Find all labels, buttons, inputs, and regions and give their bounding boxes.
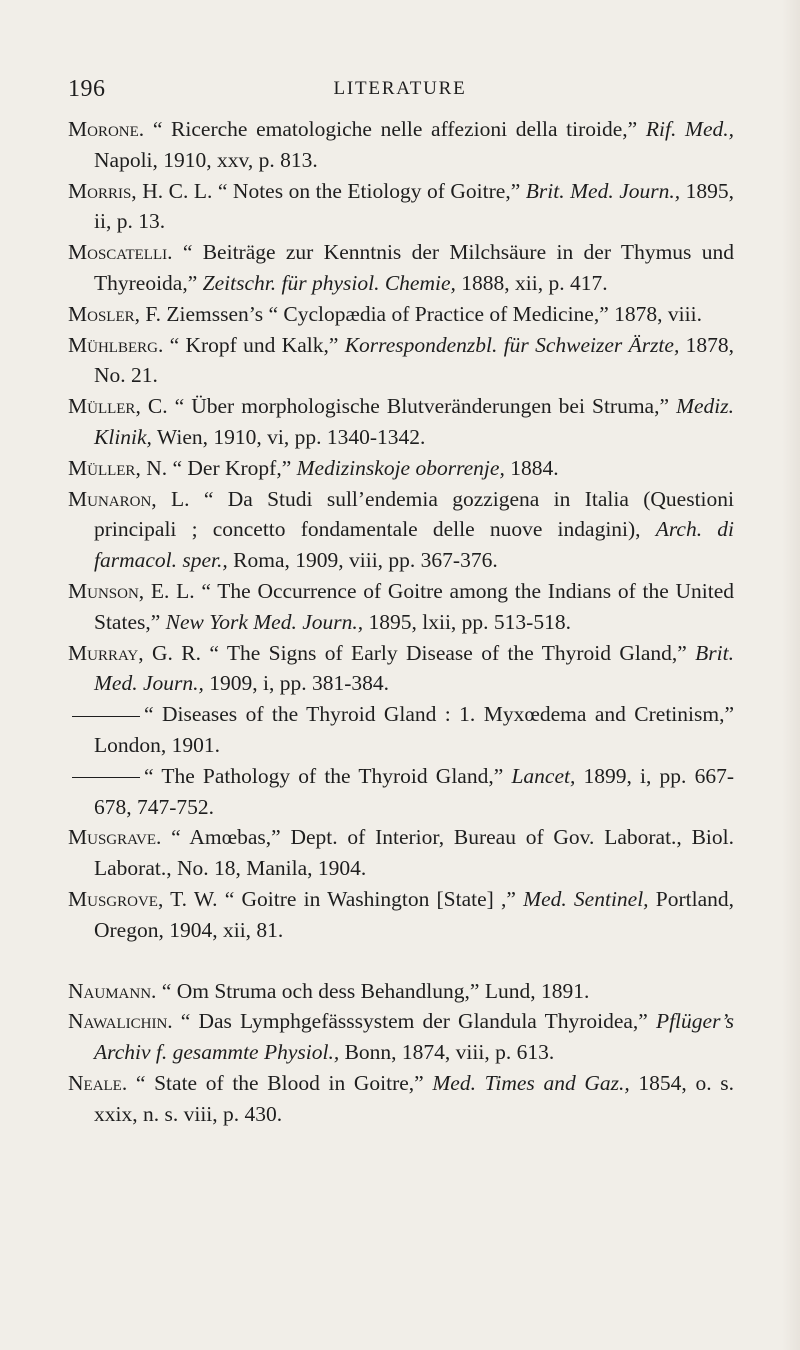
entry-title: “ The Signs of Early Disease of the Thyroid Gland,”: [200, 640, 696, 665]
entry-title: “ Om Struma och dess Behandlung,” Lund, 1891.: [156, 978, 590, 1003]
bibliography-list: [68, 114, 734, 1130]
entry-details: 1895, lxii, pp. 513-518.: [363, 609, 571, 634]
entry-title: “ Kropf und Kalk,”: [163, 332, 345, 357]
entry-author: Morone.: [68, 117, 145, 141]
entry-author: Musgrave.: [68, 825, 162, 850]
ditto-dash: [72, 777, 140, 778]
bibliography-entry: [68, 1006, 734, 1068]
entry-author: Mühlberg.: [68, 332, 164, 357]
bibliography-entry: [68, 299, 734, 330]
bibliography-entry: [68, 484, 734, 576]
entry-author: Morris, H. C. L.: [68, 178, 213, 203]
entry-journal: Rif. Med.,: [645, 117, 734, 141]
bibliography-entry: [68, 822, 734, 884]
entry-author: Nawalichin.: [68, 1009, 173, 1034]
entry-title: “ State of the Blood in Goitre,”: [127, 1070, 433, 1095]
entry-details: 1878, No. 21.: [94, 332, 735, 388]
bibliography-entry: [68, 576, 734, 638]
entry-journal: Mediz. Klinik,: [94, 394, 734, 449]
page-number: 196: [68, 76, 106, 102]
entry-title: “ Amœbas,” Dept. of Interior, Bureau of Gov. Laborat., Biol. Laborat., No. 18, Manila, 1904.: [94, 825, 734, 881]
bibliography-entry: [68, 761, 734, 823]
entry-details: Bonn, 1874, viii, p. 613.: [339, 1040, 555, 1065]
entry-details: Roma, 1909, viii, pp. 367-376.: [227, 548, 498, 573]
entry-title: “ Diseases of the Thyroid Gland : 1. Myxœdema and Cretinism,” London, 1901.: [94, 702, 734, 757]
bibliography-entry: [68, 976, 734, 1007]
entry-journal: Brit. Med. Journ.,: [94, 640, 734, 696]
entry-details: Wien, 1910, vi, pp. 1340-1342.: [151, 424, 426, 449]
bibliography-entry: [68, 453, 734, 484]
bibliography-entry: [68, 884, 734, 946]
entry-details: Napoli, 1910, xxv, p. 813.: [94, 147, 318, 172]
bibliography-entry: [68, 1068, 734, 1130]
bibliography-entry: [68, 699, 734, 761]
entry-details: 1854, o. s. xxix, n. s. viii, p. 430.: [94, 1070, 734, 1126]
entry-title: “ Beiträge zur Kenntnis der Milchsäure in der Thymus und Thyreoida,”: [94, 240, 734, 295]
entry-details: 1899, i, pp. 667-678, 747-752.: [94, 763, 734, 819]
entry-title: “ Ricerche ematologiche nelle affezioni della tiroide,”: [144, 117, 646, 141]
entry-title: “ Notes on the Etiology of Goitre,”: [212, 178, 526, 203]
entry-author: Mosler, F.: [68, 301, 161, 326]
entry-author: Moscatelli.: [68, 240, 173, 265]
entry-details: Portland, Oregon, 1904, xii, 81.: [94, 886, 734, 942]
entry-author: Neale.: [68, 1070, 128, 1095]
entry-title: “ Goitre in Washington [State] ,”: [217, 886, 524, 911]
bibliography-entry: [68, 391, 734, 453]
entry-title: “ Über morphologische Blutveränderungen bei Struma,”: [167, 394, 677, 419]
ditto-dash: [72, 716, 140, 717]
running-title: LITERATURE: [333, 78, 467, 99]
bibliography-entry: [68, 638, 734, 700]
bibliography-entry: [68, 237, 734, 299]
entry-author: Musgrove, T. W.: [68, 886, 218, 911]
entry-title: “ Der Kropf,”: [167, 455, 297, 480]
bibliography-entry: [68, 176, 734, 238]
bibliography-entry: [68, 114, 734, 176]
entry-title: “ Da Studi sull’endemia gozzigena in Italia (Questioni principali ; concetto fondamentale delle nuove indagini),: [94, 486, 734, 542]
entry-author: Munaron, L.: [68, 486, 190, 511]
entry-journal: Lancet,: [511, 763, 576, 788]
bibliography-entry: [68, 330, 734, 392]
entry-title: “ Das Lymphgefässsystem der Glandula Thyroidea,”: [172, 1009, 656, 1034]
entry-author: Naumann.: [68, 978, 157, 1003]
entry-title: “ The Occurrence of Goitre among the Indians of the United States,”: [94, 578, 734, 634]
entry-journal: Korrespondenzbl. für Schweizer Ärzte,: [344, 332, 680, 357]
entry-journal: Pflüger’s Archiv f. gesammte Physiol.,: [94, 1009, 734, 1065]
entry-journal: Med. Times and Gaz.,: [432, 1070, 630, 1095]
entry-journal: Arch. di farmacol. sper.,: [94, 517, 735, 573]
entry-journal: Zeitschr. für physiol. Chemie,: [202, 270, 456, 295]
entry-journal: Medizinskoje oborrenje,: [296, 455, 505, 480]
entry-journal: New York Med. Journ.,: [165, 609, 364, 634]
page-header: [68, 76, 732, 106]
entry-details: 1888, xii, p. 417.: [455, 270, 608, 295]
entry-journal: Med. Sentinel,: [523, 886, 649, 911]
entry-details: 1909, i, pp. 381-384.: [203, 671, 390, 696]
entry-author: Murray, G. R.: [68, 640, 201, 665]
entry-details: 1884.: [504, 455, 559, 480]
entry-author: Munson, E. L.: [68, 578, 195, 603]
entry-details: 1895, ii, p. 13.: [94, 178, 735, 234]
entry-author: Müller, N.: [68, 455, 168, 480]
entry-title: Ziemssen’s “ Cyclopædia of Practice of Medicine,” 1878, viii.: [160, 301, 702, 326]
entry-author: Müller, C.: [68, 394, 168, 419]
entry-journal: Brit. Med. Journ.,: [525, 178, 681, 203]
entry-title: “ The Pathology of the Thyroid Gland,”: [144, 763, 512, 788]
page-edge-shadow: [782, 0, 800, 1350]
